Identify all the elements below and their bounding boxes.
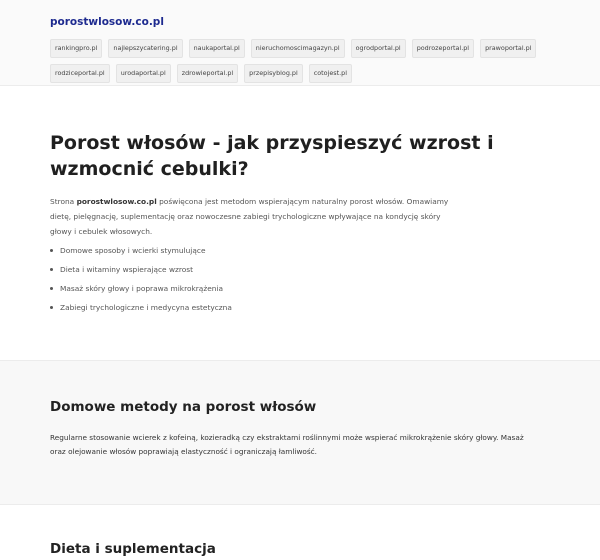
partner-link[interactable]: nieruchomoscimagazyn.pl <box>251 39 345 58</box>
list-item: Masaż skóry głowy i poprawa mikrokrążenia <box>50 284 550 293</box>
intro-paragraph <box>50 194 450 239</box>
list-item: Dieta i witaminy wspierające wzrost <box>50 265 550 274</box>
intro-prefix: Strona <box>50 197 77 206</box>
site-brand-link[interactable]: porostwlosow.co.pl <box>50 16 164 28</box>
partner-link[interactable]: urodaportal.pl <box>116 64 171 83</box>
intro-domain: porostwlosow.co.pl <box>76 197 157 206</box>
section-heading: Dieta i suplementacja <box>50 541 216 557</box>
partner-link[interactable]: ogrodportal.pl <box>351 39 406 58</box>
section-text: Regularne stosowanie wcierek z kofeiną, kozieradką czy ekstraktami roślinnymi może wspierać mikrokrążenie skóry głowy. Masaż oraz olejowanie włosów poprawiają elastyczność i ograniczają łamliwość. <box>50 433 524 456</box>
partner-links <box>50 39 550 83</box>
partner-link[interactable]: zdrowieportal.pl <box>177 64 238 83</box>
partner-link[interactable]: naukaportal.pl <box>189 39 245 58</box>
partner-link[interactable]: cotojest.pl <box>309 64 352 83</box>
partner-link[interactable]: podrozeportal.pl <box>412 39 474 58</box>
partner-link[interactable]: rankingpro.pl <box>50 39 102 58</box>
page-title: Porost włosów - jak przyspieszyć wzrost i wzmocnić cebulki? <box>50 132 494 180</box>
list-item: Zabiegi trychologiczne i medycyna estetyczna <box>50 303 550 312</box>
topic-list <box>50 246 550 312</box>
partner-link[interactable]: najlepszycatering.pl <box>108 39 182 58</box>
partner-link[interactable]: prawoportal.pl <box>480 39 536 58</box>
partner-link[interactable]: rodziceportal.pl <box>50 64 110 83</box>
list-item: Domowe sposoby i wcierki stymulujące <box>50 246 550 255</box>
diet-section <box>0 505 600 557</box>
site-header <box>0 0 600 86</box>
hero-section <box>0 86 600 361</box>
intro-suffix: poświęcona jest metodom wspierającym naturalny porost włosów. Omawiamy dietę, pielęgnację, suplementację oraz nowoczesne zabiegi trychologiczne wpływające na kondycję skóry głowy i cebulek włosowych. <box>50 197 449 236</box>
section-heading: Domowe metody na porost włosów <box>50 399 317 415</box>
partner-link[interactable]: przepisyblog.pl <box>244 64 303 83</box>
home-methods-section <box>0 361 600 505</box>
